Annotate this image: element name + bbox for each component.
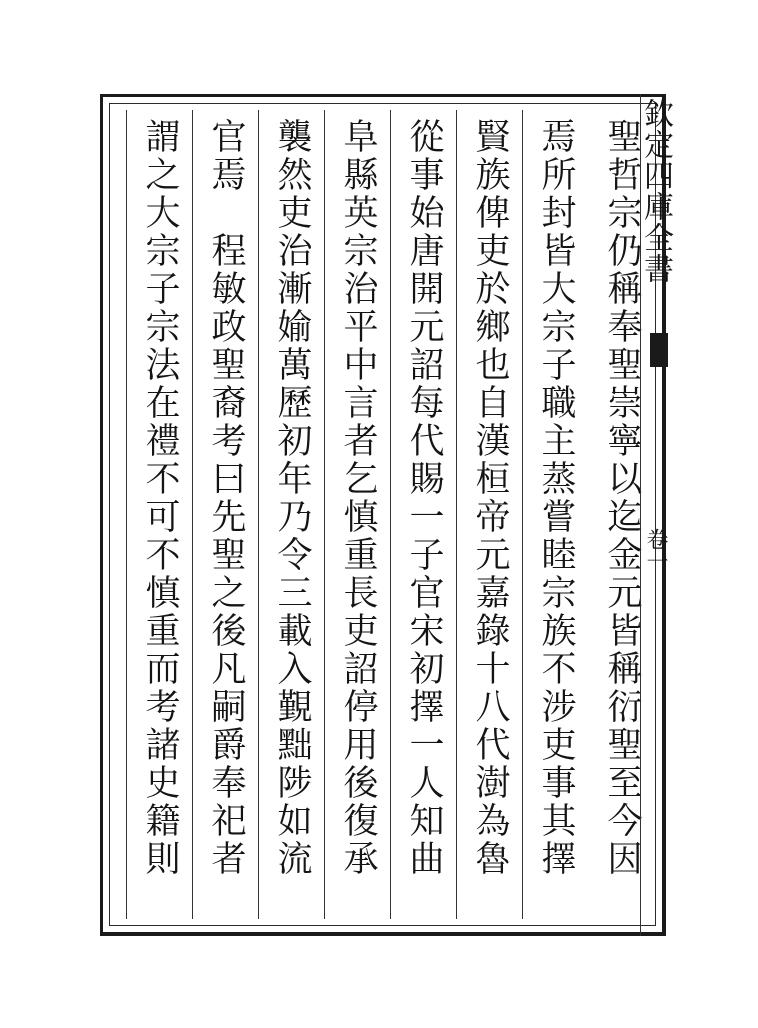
text-column: 聖哲宗仍稱奉聖崇寧以迄金元皆稱衍聖至今因: [602, 118, 642, 878]
text-block: [109, 103, 656, 926]
text-column: 官焉 程敏政聖裔考曰先聖之後凡嗣爵奉祀者: [192, 110, 259, 919]
page-frame: [100, 94, 666, 936]
text-column: 從事始唐開元詔每代賜一子官宋初擇一人知曲: [390, 110, 457, 919]
text-column: 謂之大宗子宗法在禮不可不慎重而考諸史籍則: [126, 110, 193, 919]
text-column: 焉所封皆大宗子職主蒸嘗睦宗族不涉吏事其擇: [522, 110, 589, 919]
running-header: [638, 94, 673, 936]
text-column: 阜縣英宗治平中言者乞慎重長吏詔停用後復承: [324, 110, 391, 919]
text-column: 賢族俾吏於鄉也自漢桓帝元嘉錄十八代澍為魯: [456, 110, 523, 919]
fish-tail-mark: [650, 333, 668, 367]
text-column: 襲然吏治漸媮萬歷初年乃令三載入覲黜陟如流: [258, 110, 325, 919]
volume-label: 卷一: [643, 528, 668, 572]
book-title: 欽定四庫全書: [638, 98, 673, 284]
